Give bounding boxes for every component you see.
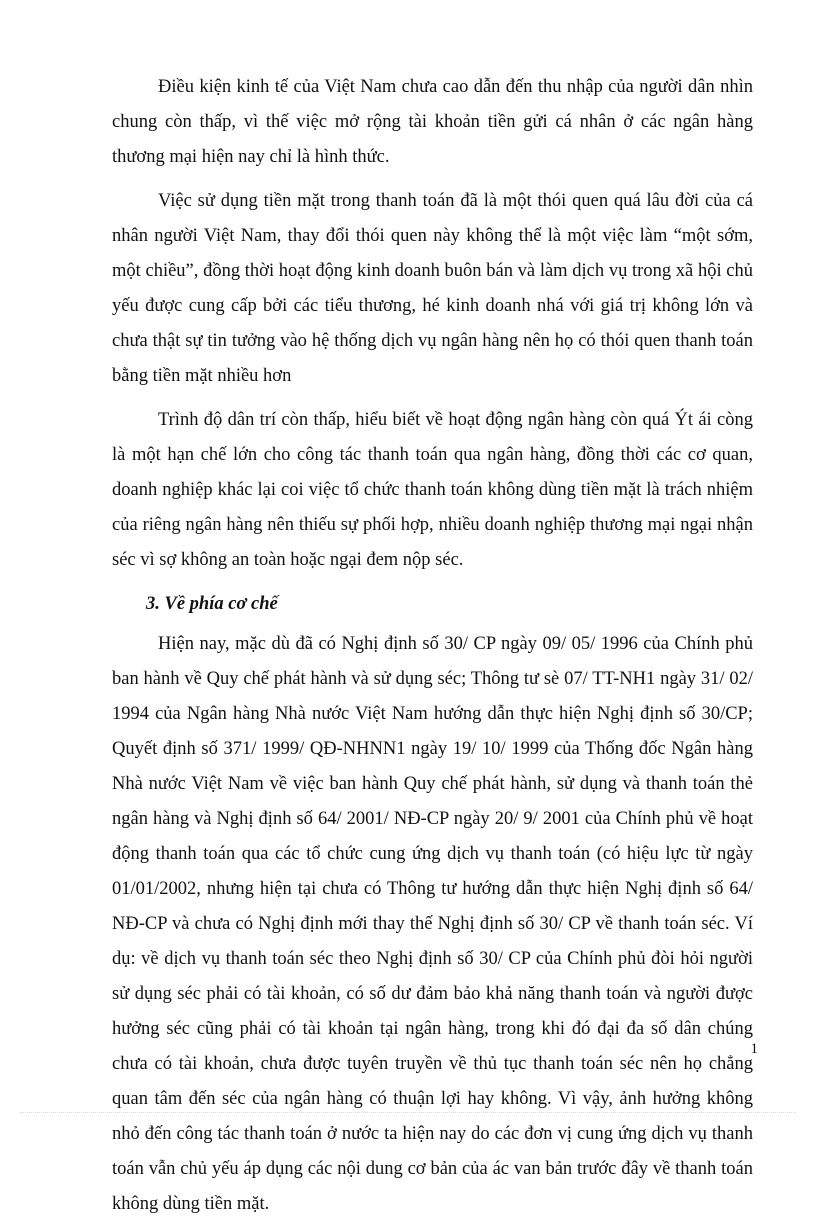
paragraph-regulations: Hiện nay, mặc dù đã có Nghị định số 30/ CP ngày 09/ 05/ 1996 của Chính phủ ban hành về Quy chế phát hành và sử dụng séc; Thông tư sè 07/ TT-NH1 ngày 31/ 02/ 1994 của Ngân hàng Nhà nước Việt Nam hướng dẫn thực hiện Nghị định số 30/CP; Quyết định số 371/ 1999/ QĐ-NHNN1 ngày 19/ 10/ 1999 của Thống đốc Ngân hàng Nhà nước Việt Nam về việc ban hành Quy chế phát hành, sử dụng và thanh toán thẻ ngân hàng và Nghị định số 64/ 2001/ NĐ-CP ngày 20/ 9/ 2001 của Chính phủ về hoạt động thanh toán qua các tổ chức cung ứng dịch vụ thanh toán (có hiệu lực từ ngày 01/01/2002, nhưng hiện tại chưa có Thông tư hướng dẫn thực hiện Nghị định số 64/ NĐ-CP và chưa có Nghị định mới thay thế Nghị định số 30/ CP về thanh toán séc. Ví dụ: về dịch vụ thanh toán séc theo Nghị định số 30/ CP của Chính phủ đòi hỏi người sử dụng séc phải có tài khoản, có số dư đảm bảo khả năng thanh toán và người được hưởng séc cũng phải có tài khoản tại ngân hàng, trong khi đó đại đa số dân chúng chưa có tài khoản, chưa được tuyên truyền về thủ tục thanh toán séc nên họ chẳng quan tâm đến séc của ngân hàng có thuận lợi hay không. Vì vậy, ảnh hưởng không nhỏ đến công tác thanh toán ở nước ta hiện nay do các đơn vị cung ứng dịch vụ thanh toán vẫn chủ yếu áp dụng các nội dung cơ bản của ác van bản trước đây về thanh toán không dùng tiền mặt. [112,634,753,1214]
paragraph-education: Trình độ dân trí còn thấp, hiểu biết về hoạt động ngân hàng còn quá Ýt ái còng là một hạn chế lớn cho công tác thanh toán qua ngân hàng, đồng thời các cơ quan, doanh nghiệp khác lại coi việc tổ chức thanh toán không dùng tiền mặt là trách nhiệm của riêng ngân hàng nên thiếu sự phối hợp, nhiều doanh nghiệp thương mại ngại nhận séc vì sợ không an toàn hoặc ngại đem nộp séc. [112,410,753,570]
page-number: 1 [750,1041,758,1057]
paragraph-cash-habit: Việc sử dụng tiền mặt trong thanh toán đã là một thói quen quá lâu đời của cá nhân người Việt Nam, thay đổi thói quen này không thể là một việc làm “một sớm, một chiều”, đồng thời hoạt động kinh doanh buôn bán và làm dịch vụ trong xã hội chủ yếu được cung cấp bởi các tiểu thương, hé kinh doanh nhá với giá trị không lớn và chưa thật sự tin tưởng vào hệ thống dịch vụ ngân hàng nên họ có thói quen thanh toán bằng tiền mặt nhiều hơn [112,191,753,386]
section-heading: 3. Về phía cơ chế [146,594,278,614]
document-body [112,70,753,1231]
paragraph-income: Điều kiện kinh tế của Việt Nam chưa cao dẫn đến thu nhập của người dân nhìn chung còn thấp, vì thế việc mở rộng tài khoản tiền gửi cá nhân ở các ngân hàng thương mại hiện nay chỉ là hình thức. [112,77,753,167]
footer-divider [20,1112,796,1113]
